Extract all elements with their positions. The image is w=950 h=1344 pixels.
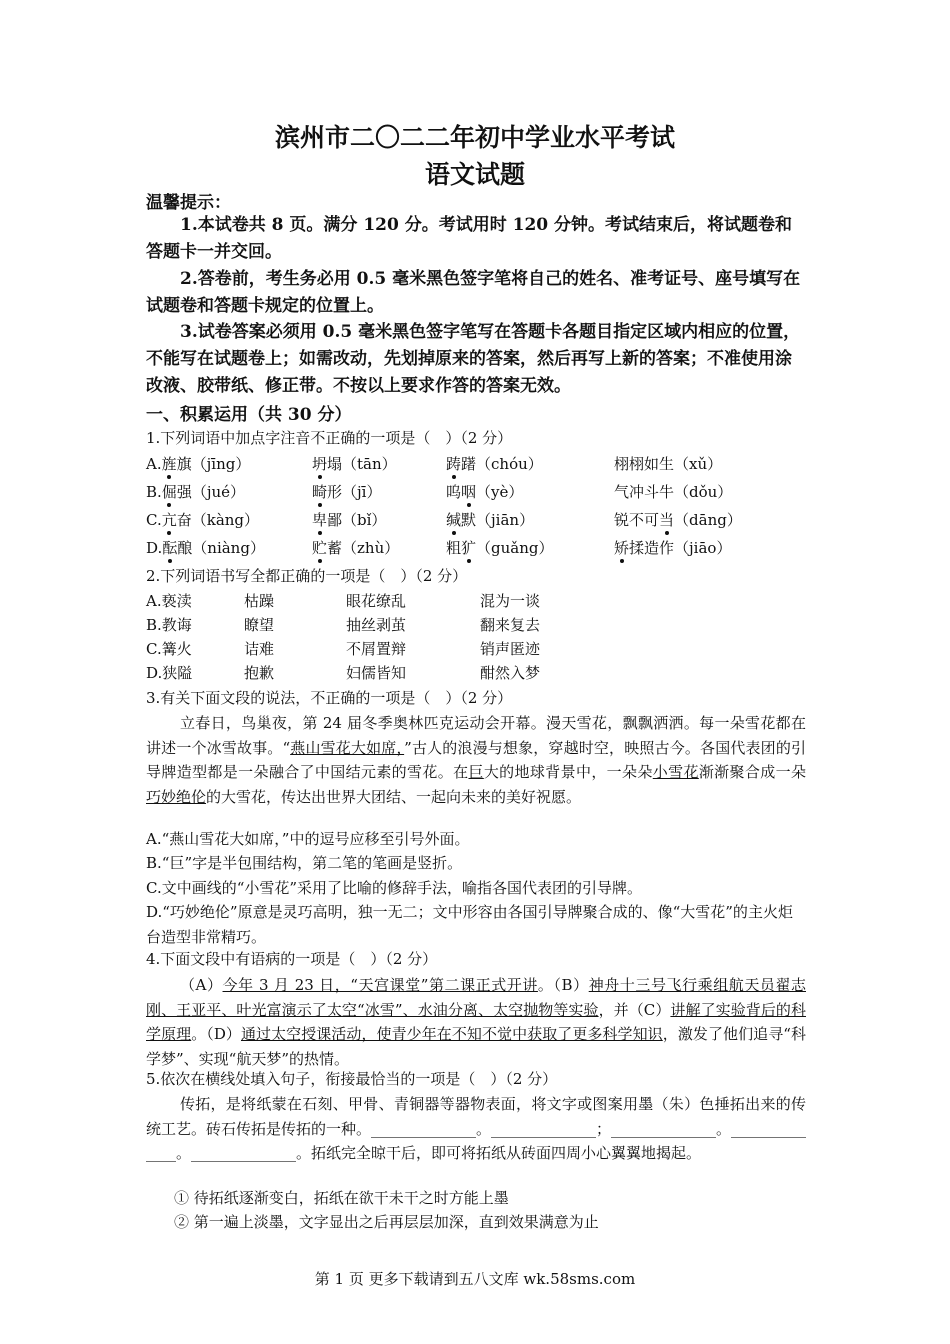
q2-option-cell: C.篝火: [146, 640, 192, 658]
tips-heading: 温馨提示：: [146, 193, 231, 213]
q3-option: D.“巧妙绝伦”原意是灵巧高明，独一无二；文中形容由各国引导牌聚合成的、像“大雪花”的主火炬台造型非常精巧。: [146, 903, 793, 946]
q5-item: ② 第一遍上淡墨，文字显出之后再层层加深，直到效果满意为止: [174, 1213, 599, 1231]
q2-option-cell: 销声匿迹: [480, 640, 541, 658]
q2-option-cell: B.教诲: [146, 616, 192, 634]
question-3-stem: 3.有关下面文段的说法，不正确的一项是（ ）（2 分）: [146, 689, 513, 707]
q2-option-cell: 抱歉: [244, 664, 275, 682]
q1-option-cell: A.旌旗（jīng）: [146, 455, 251, 473]
q1-option-cell: C.亢奋（kàng）: [146, 511, 260, 529]
q2-option-cell: 妇儒皆知: [346, 664, 407, 682]
q1-option-cell: 粗犷（guǎng）: [446, 539, 554, 557]
q2-option-cell: 翻来复去: [480, 616, 541, 634]
q2-option-cell: 不屑置辩: [346, 640, 407, 658]
q3-passage: 立春日，鸟巢夜，第 24 届冬季奥林匹克运动会开幕。漫天雪花，飘飘洒洒。每一朵雪花都在讲述一个冰雪故事。“燕山雪花大如席，”古人的浪漫与想象，穿越时空，映照古今。各国代表团的引导牌造型都是一朵融合了中国结元素的雪花。在巨大的地球背景中，一朵朵小雪花渐渐聚合成一朵巧妙绝伦的大雪花，传达出世界大团结、一起向未来的美好祝愿。: [146, 714, 807, 806]
q2-option-cell: 枯躁: [244, 592, 275, 610]
tip-item: 1.本试卷共 8 页。满分 120 分。考试用时 120 分钟。考试结束后，将试题卷和答题卡一并交回。: [146, 215, 793, 262]
question-1-stem: 1.下列词语中加点字注音不正确的一项是（ ）（2 分）: [146, 429, 513, 447]
q5-passage: 传拓，是将纸蒙在石刻、甲骨、青铜器等器物表面，将文字或图案用墨（朱）色捶拓出来的传统工艺。砖石传拓是传拓的一种。______________。______________；______________。______________。______________。拓纸完全晾干后，即可将拓纸从砖面四周小心翼翼地揭起。: [146, 1095, 807, 1162]
segment-d: 通过太空授课活动，使青少年在不知不觉中获取了更多科学知识: [240, 1025, 663, 1043]
q4-passage: （A）今年 3 月 23 日，“天宫课堂”第二课正式开讲。（B）神舟十三号飞行乘组航天员翟志刚、王亚平、叶光富演示了太空“冰雪”、水油分离、太空抛物等实验，并（C）讲解了实验背后的科学原理。（D）通过太空授课活动，使青少年在不知不觉中获取了更多科学知识，激发了他们追寻“科学梦”、实现“航天梦”的热情。: [146, 976, 806, 1068]
q2-option-cell: D.狭隘: [146, 664, 193, 682]
q2-option-cell: 眼花缭乱: [346, 592, 407, 610]
tip-item: 2.答卷前，考生务必用 0.5 毫米黑色签字笔将自己的姓名、准考证号、座号填写在试题卷和答题卡规定的位置上。: [146, 269, 801, 316]
underlined-phrase: 巧妙绝伦: [146, 787, 207, 806]
underlined-phrase: 巨: [468, 763, 484, 781]
question-2-stem: 2.下列词语书写全都正确的一项是（ ）（2 分）: [146, 567, 468, 585]
q1-option-cell: 栩栩如生（xǔ）: [614, 455, 723, 473]
q2-option-cell: 瞭望: [244, 616, 275, 634]
q2-option-cell: A.亵渎: [146, 592, 192, 610]
q1-option-cell: 畸形（jī）: [312, 483, 382, 501]
q3-option: A.“燕山雪花大如席，”中的逗号应移至引号外面。: [146, 830, 470, 848]
q1-option-cell: 气冲斗牛（dǒu）: [614, 483, 733, 501]
q2-option-cell: 混为一谈: [480, 592, 541, 610]
q1-option-cell: 呜咽（yè）: [446, 483, 524, 501]
q1-option-cell: 锐不可当（dāng）: [614, 511, 742, 529]
page-footer: 第 1 页 更多下载请到五八文库 wk.58sms.com: [314, 1270, 636, 1288]
tip-item: 3.试卷答案必须用 0.5 毫米黑色签字笔写在答题卡各题目指定区域内相应的位置，不能写在试题卷上；如需改动，先划掉原来的答案，然后再写上新的答案；不准使用涂改液、胶带纸、修正带。不按以上要求作答的答案无效。: [146, 322, 801, 396]
q2-option-cell: 抽丝剥茧: [346, 616, 407, 634]
question-5-stem: 5.依次在横线处填入句子，衔接最恰当的一项是（ ）（2 分）: [146, 1070, 558, 1088]
q3-option: C.文中画线的“小雪花”采用了比喻的修辞手法，喻指各国代表团的引导牌。: [146, 879, 643, 897]
section-heading: 一、积累运用（共 30 分）: [146, 405, 352, 425]
underlined-phrase: 燕山雪花大如席，: [290, 738, 405, 757]
q1-option-cell: 踌躇（chóu）: [446, 455, 543, 473]
exam-title: 滨州市二〇二二年初中学业水平考试: [274, 123, 675, 152]
q1-option-cell: D.酝酿（niàng）: [146, 539, 265, 557]
q1-option-cell: B.倔强（jué）: [146, 483, 246, 501]
exam-subtitle: 语文试题: [424, 160, 525, 189]
q1-option-cell: 矫揉造作（jiāo）: [614, 539, 732, 557]
question-4-stem: 4.下面文段中有语病的一项是（ ）（2 分）: [146, 950, 438, 968]
q1-option-cell: 缄默（jiān）: [446, 511, 535, 529]
q2-option-cell: 诘难: [244, 640, 275, 658]
underlined-phrase: 小雪花: [652, 763, 699, 781]
q1-option-cell: 贮蓄（zhù）: [312, 539, 400, 557]
q1-option-cell: 卑鄙（bǐ）: [312, 511, 387, 529]
q2-option-cell: 酣然入梦: [480, 664, 541, 682]
segment-a: 今年 3 月 23 日，“天宫课堂”第二课正式开讲: [222, 976, 538, 994]
q5-item: ① 待拓纸逐渐变白，拓纸在欲干未干之时方能上墨: [174, 1189, 509, 1207]
segment-c: 讲解了实验背后的科学原理: [146, 1000, 806, 1043]
q3-option: B.“巨”字是半包围结构，第二笔的笔画是竖折。: [146, 854, 463, 872]
q1-option-cell: 坍塌（tān）: [312, 455, 397, 473]
segment-b: 神舟十三号飞行乘组航天员翟志刚、王亚平、叶光富演示了太空“冰雪”、水油分离、太空抛物等实验: [146, 976, 806, 1019]
